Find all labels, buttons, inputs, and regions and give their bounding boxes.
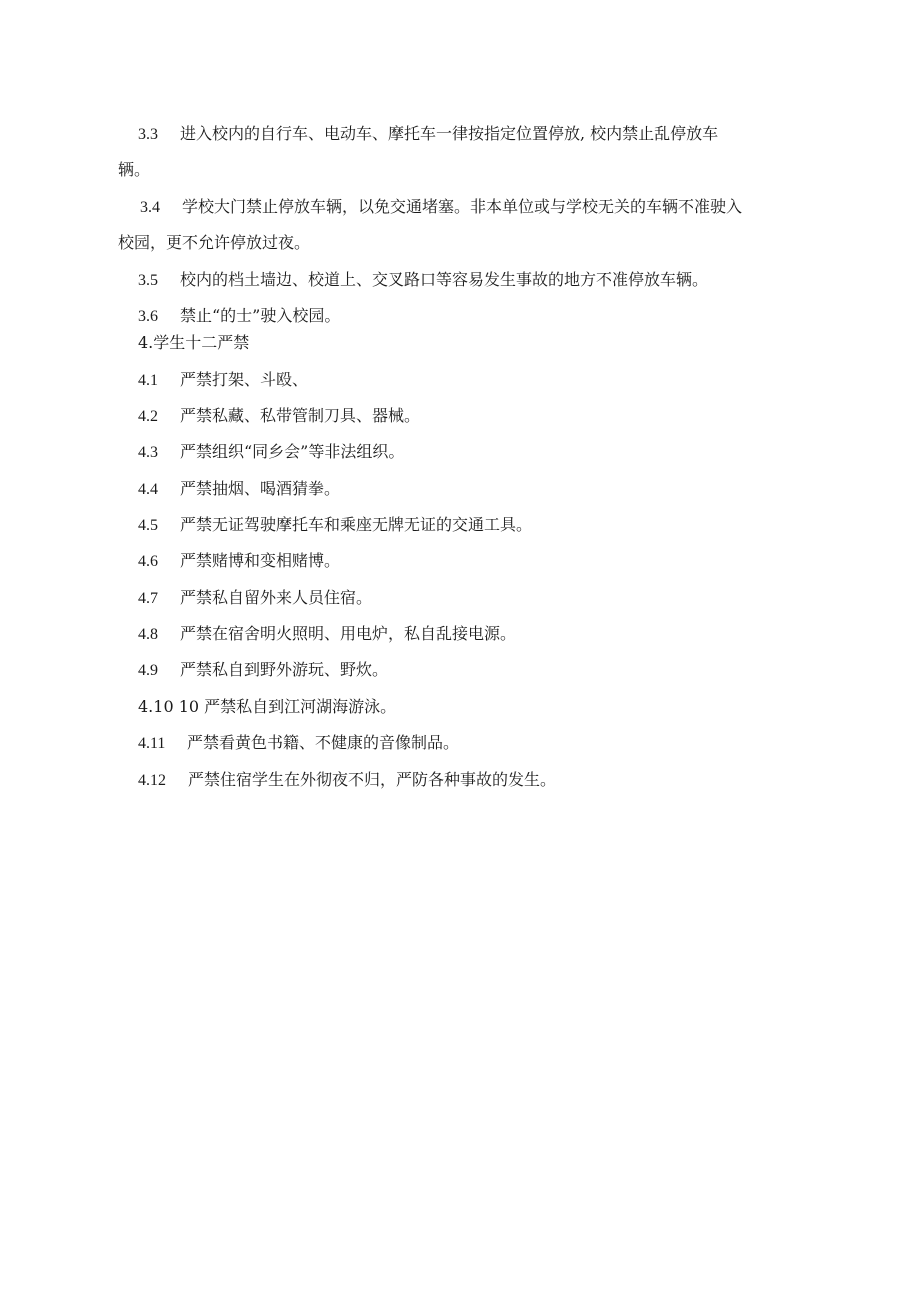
rule-number: 4.6	[138, 553, 158, 570]
rule-text: 严禁在宿舍明火照明、用电炉，私自乱接电源。	[180, 624, 517, 643]
section-heading-4	[138, 333, 249, 353]
rule-4-4	[138, 479, 340, 500]
rule-number: 4.7	[138, 590, 158, 607]
rule-3-3-continued	[118, 160, 150, 180]
rule-text: 严禁抽烟、喝酒猜拳。	[180, 479, 341, 498]
rule-text: 进入校内的自行车、电动车、摩托车一律按指定位置停放, 校内禁止乱停放车	[180, 124, 719, 143]
rule-number: 4.12	[138, 772, 166, 789]
rule-4-9	[138, 660, 388, 681]
rule-text: 学校大门禁止停放车辆，以免交通堵塞。非本单位或与学校无关的车辆不准驶入	[182, 197, 743, 216]
rule-3-4-continued	[118, 233, 310, 253]
rule-number: 4.3	[138, 444, 158, 461]
rule-4-1	[138, 370, 308, 391]
rule-3-4	[140, 197, 742, 218]
rule-text: 严禁看黄色书籍、不健康的音像制品。	[187, 733, 460, 752]
rule-text: 严禁赌博和变相赌博。	[180, 551, 341, 570]
rule-text: 严禁组织“同乡会”等非法组织。	[180, 442, 405, 461]
rule-number: 4.8	[138, 626, 158, 643]
rule-text: 辆。	[118, 160, 151, 179]
section-heading-text: 4.学生十二严禁	[138, 333, 250, 352]
rule-3-6	[138, 306, 340, 327]
rule-text: 4.10 10 严禁私自到江河湖海游泳。	[138, 697, 397, 716]
rule-number: 4.1	[138, 372, 158, 389]
rule-text: 严禁无证驾驶摩托车和乘座无牌无证的交通工具。	[180, 515, 533, 534]
rule-3-3	[138, 124, 718, 145]
rule-text: 严禁住宿学生在外彻夜不归，严防各种事故的发生。	[188, 770, 557, 789]
rule-4-3	[138, 442, 404, 463]
rule-text: 严禁私自到野外游玩、野炊。	[180, 660, 389, 679]
rule-text: 严禁私自留外来人员住宿。	[180, 588, 373, 607]
rule-text: 严禁私藏、私带管制刀具、器械。	[180, 406, 421, 425]
rule-number: 4.9	[138, 662, 158, 679]
rule-text: 严禁打架、斗殴、	[180, 370, 309, 389]
rule-4-6	[138, 551, 340, 572]
rule-4-2	[138, 406, 420, 427]
rule-3-5	[138, 270, 708, 291]
rule-number: 3.6	[138, 308, 158, 325]
rule-number: 3.5	[138, 272, 158, 289]
rule-4-11	[138, 733, 459, 754]
rule-4-5	[138, 515, 532, 536]
rule-number: 4.11	[138, 735, 166, 752]
rule-text: 校园，更不允许停放过夜。	[118, 233, 311, 252]
rule-4-10	[138, 697, 396, 717]
rule-number: 3.3	[138, 126, 158, 143]
rule-number: 3.4	[140, 199, 160, 216]
rule-text: 禁止“的士”驶入校园。	[180, 306, 341, 325]
rule-4-12	[138, 770, 556, 791]
rule-4-7	[138, 588, 372, 609]
rule-number: 4.4	[138, 481, 158, 498]
rule-number: 4.2	[138, 408, 158, 425]
rule-number: 4.5	[138, 517, 158, 534]
rule-4-8	[138, 624, 516, 645]
rule-text: 校内的档土墙边、校道上、交叉路口等容易发生事故的地方不准停放车辆。	[180, 270, 709, 289]
